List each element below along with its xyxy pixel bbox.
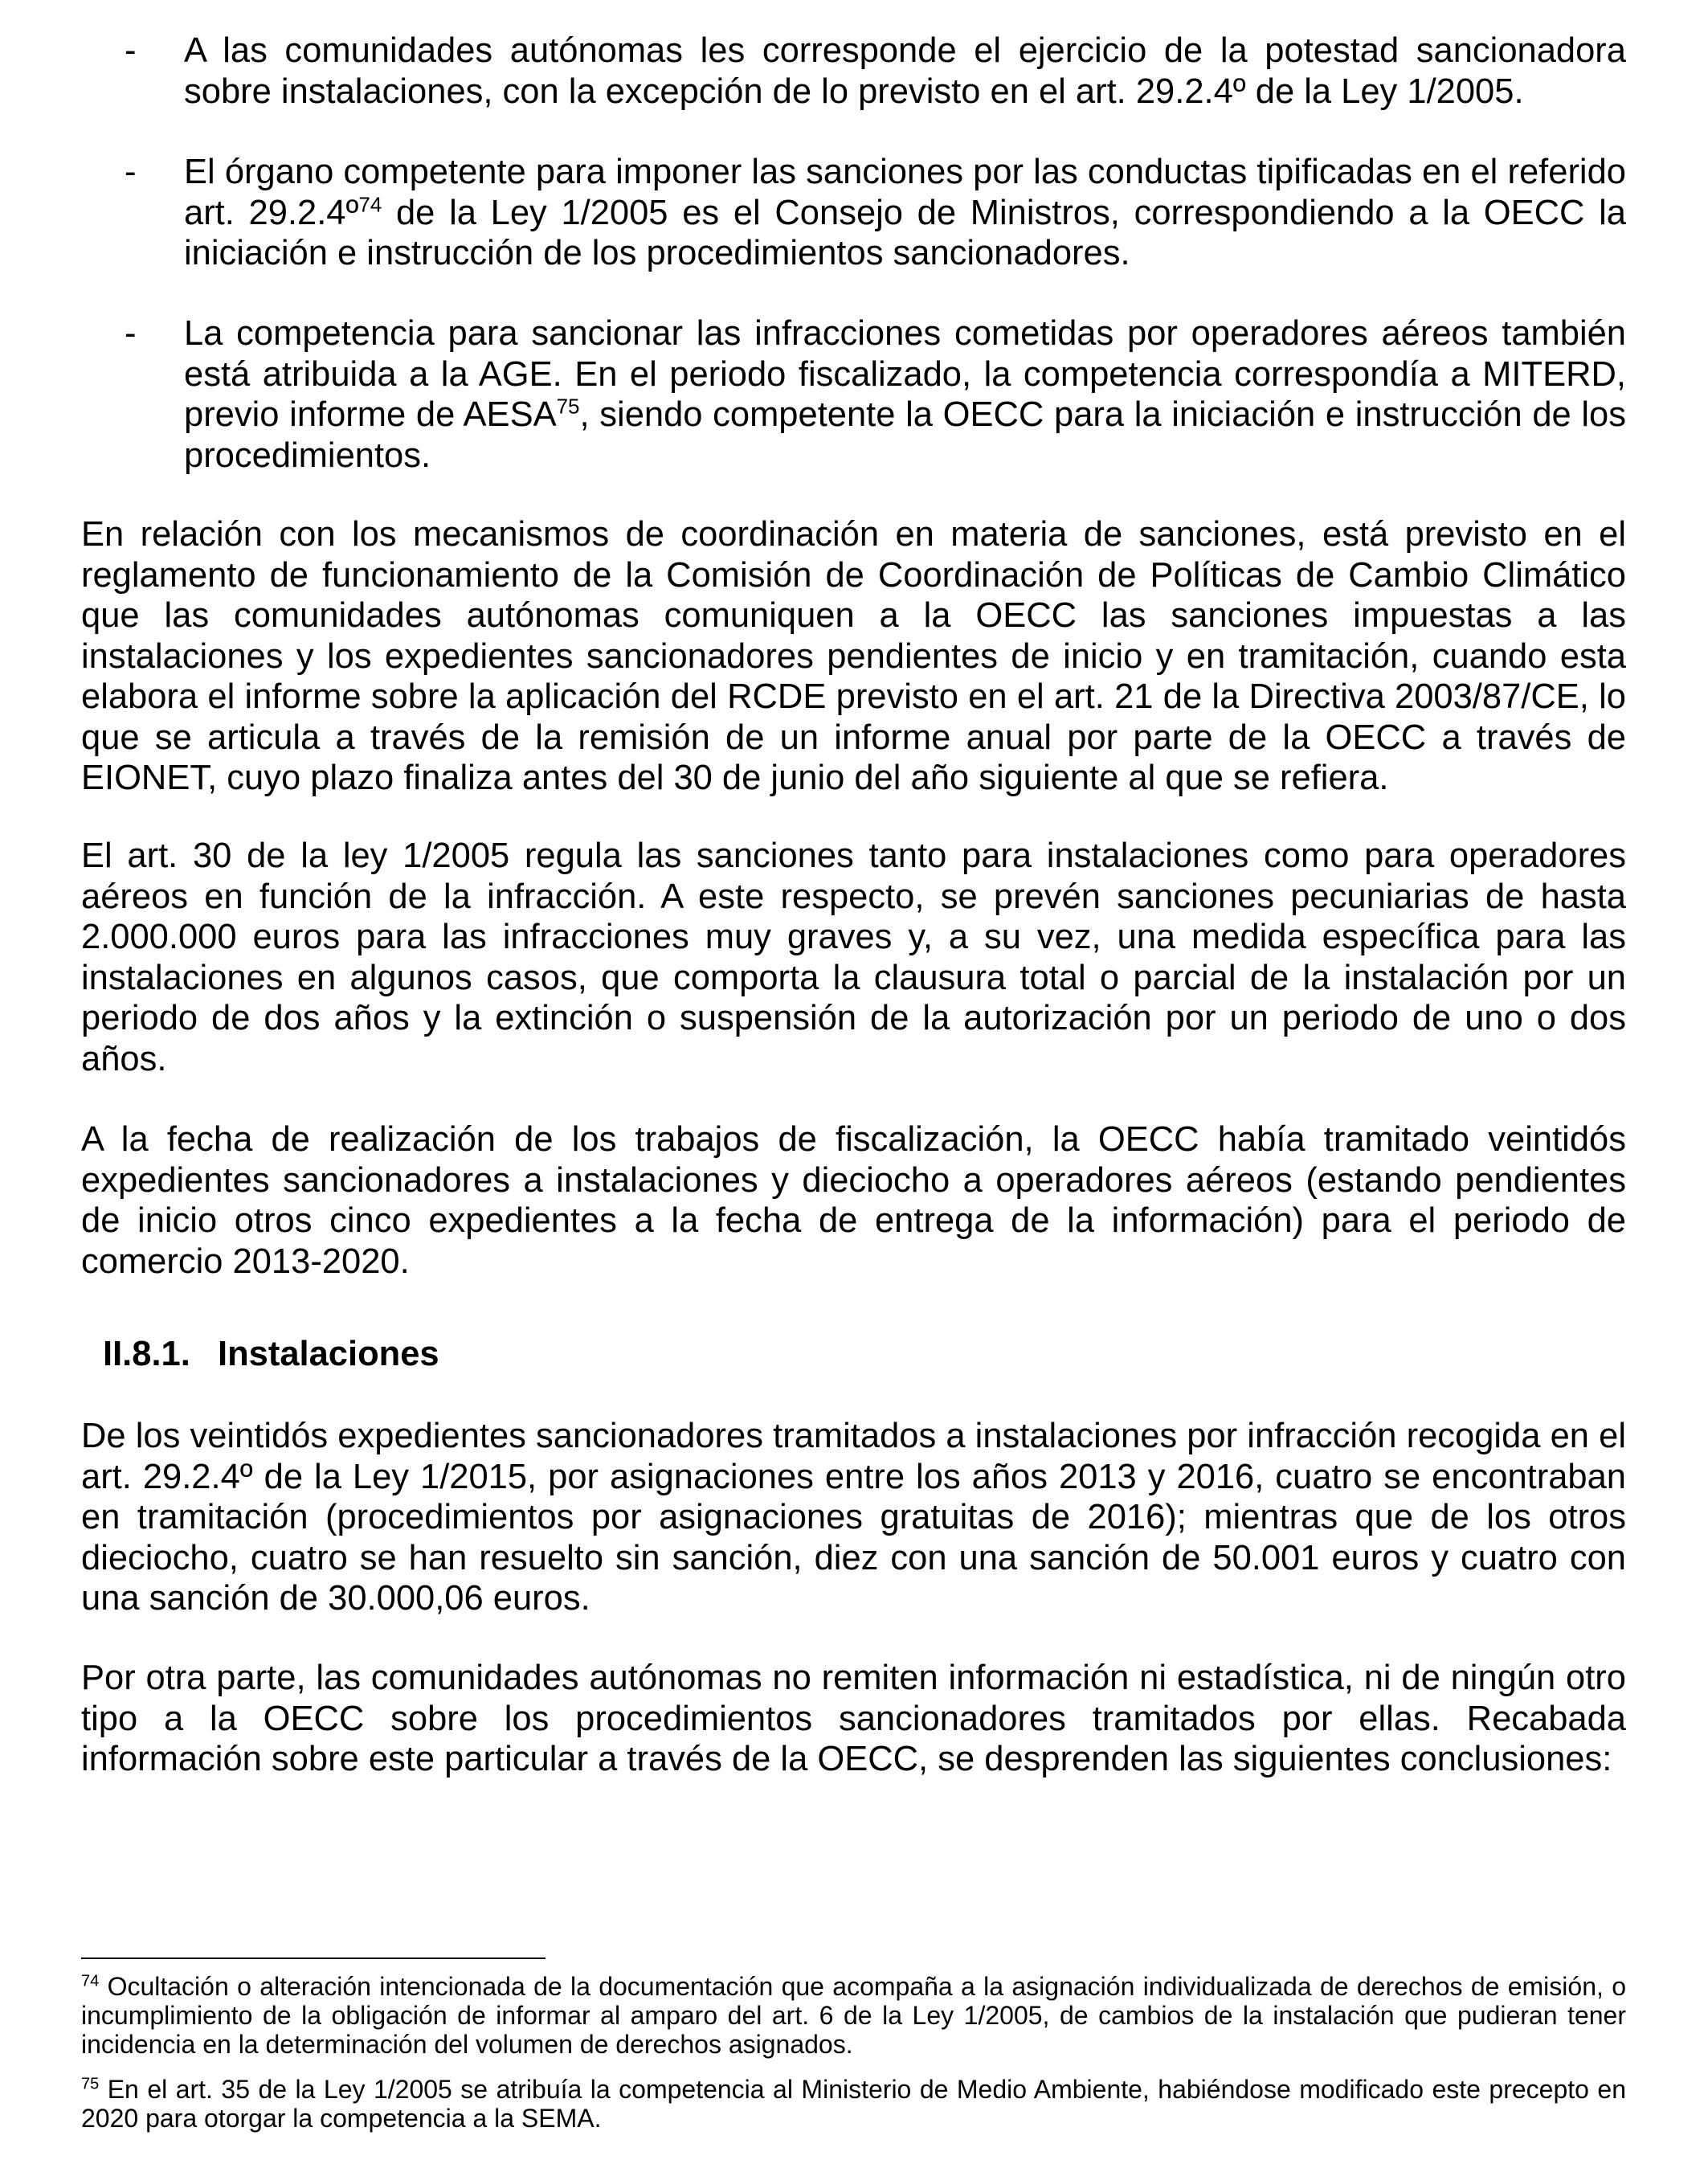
footnote-74: $^{74}$ Ocultación o alteración intencionada de la documentación que acompaña a la asignación individualizada de derechos de emisión, o incumplimiento de la obligación de informar al amparo del art. 6 de la Ley 1/2005, de cambios de la instalación que pudieran tener incidencia en la determinación del volumen de derechos asignados. bbox=[81, 1972, 1626, 2059]
paragraph-comunidades: Por otra parte, las comunidades autónomas no remiten información ni estadística, ni de ningún otro tipo a la OECC sobre los procedimientos sancionadores tramitados por ellas. Recabada información sobre este particular a través de la OECC, se desprenden las siguientes conclusiones: bbox=[81, 1659, 1626, 1778]
section-number: II.8.1. bbox=[103, 1335, 190, 1373]
bullet-text: A las comunidades autónomas les corresponde el ejercicio de la potestad sancionadora sobre instalaciones, con la excepción de lo previsto en el art. 29.2.4º de la Ley 1/2005. bbox=[184, 31, 1626, 111]
footnote-ref-74[interactable]: 74 bbox=[358, 192, 382, 216]
paragraph-coordination: En relación con los mecanismos de coordinación en materia de sanciones, está previsto en el reglamento de funcionamiento de la Comisión de Coordinación de Políticas de Cambio Climático que las comunidades autónomas comuniquen a la OECC las sanciones impuestas a las instalaciones y los expedientes sancionadores pendientes de inicio y en tramitación, cuando esta elabora el informe sobre la aplicación del RCDE previsto en el art. 21 de la Directiva 2003/87/CE, lo que se articula a través de la remisión de un informe anual por parte de la OECC a través de EIONET, cuyo plazo finaliza antes del 30 de junio del año siguiente al que se refiera. bbox=[81, 515, 1626, 797]
section-heading bbox=[103, 1334, 439, 1374]
bullet-item bbox=[81, 313, 1626, 476]
bullet-marker: - bbox=[125, 31, 137, 70]
bullet-item bbox=[81, 31, 1626, 112]
paragraph-sanctions: El art. 30 de la ley 1/2005 regula las sanciones tanto para instalaciones como para operadores aéreos en función de la infracción. A este respecto, se prevén sanciones pecuniarias de hasta 2.000.000 euros para las infracciones muy graves y, a su vez, una medida específica para las instalaciones en algunos casos, que comporta la clausura total o parcial de la instalación por un periodo de dos años y la extinción o suspensión de la autorización por un periodo de uno o dos años. bbox=[81, 837, 1626, 1078]
footnote-75: $^{75}$ En el art. 35 de la Ley 1/2005 se atribuía la competencia al Ministerio de Medio Ambiente, habiéndose modificado este precepto en 2020 para otorgar la competencia a la SEMA. bbox=[81, 2075, 1626, 2133]
section-title: Instalaciones bbox=[218, 1335, 439, 1373]
footnote-divider bbox=[81, 1958, 545, 1959]
bullet-item bbox=[81, 152, 1626, 274]
bullet-marker: - bbox=[125, 314, 137, 353]
paragraph-instalaciones: De los veintidós expedientes sancionadores tramitados a instalaciones por infracción recogida en el art. 29.2.4º de la Ley 1/2015, por asignaciones entre los años 2013 y 2016, cuatro se encontraban en tramitación (procedimientos por asignaciones gratuitas de 2016); mientras que de los otros dieciocho, cuatro se han resuelto sin sanción, diez con una sanción de 50.001 euros y cuatro con una sanción de 30.000,06 euros. bbox=[81, 1417, 1626, 1618]
bullet-text: El órgano competente para imponer las sanciones por las conductas tipificadas en el referido art. 29.2.4º$^{74}$ de la Ley 1/2005 es el Consejo de Ministros, correspondiendo a la OECC la iniciación e instrucción de los procedimientos sancionadores. bbox=[184, 153, 1626, 272]
bullet-marker: - bbox=[125, 153, 137, 191]
bullet-text: La competencia para sancionar las infracciones cometidas por operadores aéreos también está atribuida a la AGE. En el periodo fiscalizado, la competencia correspondía a MITERD, previo informe de AESA$^{75}$, siendo competente la OECC para la iniciación e instrucción de los procedimientos. bbox=[184, 314, 1627, 475]
paragraph-expedientes: A la fecha de realización de los trabajos de fiscalización, la OECC había tramitado veintidós expedientes sancionadores a instalaciones y dieciocho a operadores aéreos (estando pendientes de inicio otros cinco expedientes a la fecha de entrega de la información) para el periodo de comercio 2013-2020. bbox=[81, 1120, 1626, 1281]
footnote-ref-75[interactable]: 75 bbox=[556, 394, 580, 419]
